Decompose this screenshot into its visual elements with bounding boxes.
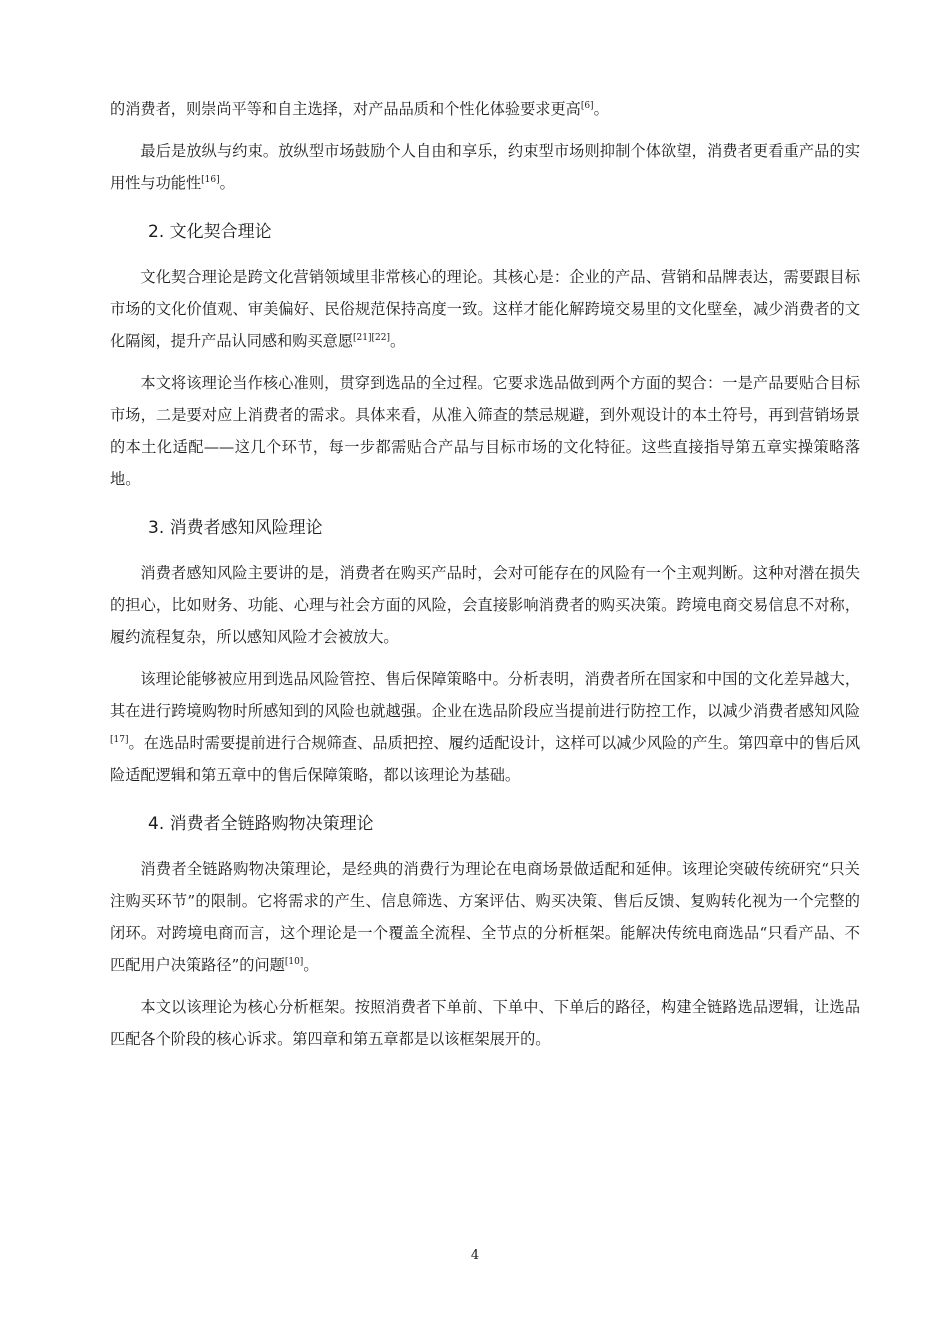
citation-ref: [21][22] <box>353 332 390 343</box>
paragraph-text: 。 <box>219 174 235 192</box>
citation-ref: [17] <box>110 734 129 745</box>
body-paragraph <box>110 93 860 125</box>
citation-ref: [16] <box>201 174 220 185</box>
paragraph-text: 本文将该理论当作核心准则，贯穿到选品的全过程。它要求选品做到两个方面的契合：一是产品要贴合目标市场，二是要对应上消费者的需求。具体来看，从准入筛查的禁忌规避，到外观设计的本土符号，再到营销场景的本土化适配——这几个环节，每一步都需贴合产品与目标市场的文化特征。这些直接指导第五章实操策略落地。 <box>110 374 860 488</box>
body-paragraph <box>110 663 860 791</box>
paragraph-text: 本文以该理论为核心分析框架。按照消费者下单前、下单中、下单后的路径，构建全链路选品逻辑，让选品匹配各个阶段的核心诉求。第四章和第五章都是以该框架展开的。 <box>110 998 860 1048</box>
section-heading: 2. 文化契合理论 <box>148 222 272 242</box>
section-heading: 4. 消费者全链路购物决策理论 <box>148 814 374 834</box>
body-paragraph <box>110 557 860 653</box>
paragraph-text: 。 <box>303 956 319 974</box>
section-heading: 3. 消费者感知风险理论 <box>148 518 323 538</box>
document-body <box>110 93 860 1065</box>
citation-ref: [6] <box>580 100 594 111</box>
paragraph-text: 消费者全链路购物决策理论，是经典的消费行为理论在电商场景做适配和延伸。该理论突破传统研究“只关注购买环节”的限制。它将需求的产生、信息筛选、方案评估、购买决策、售后反馈、复购转化视为一个完整的闭环。对跨境电商而言，这个理论是一个覆盖全流程、全节点的分析框架。能解决传统电商选品“只看产品、不匹配用户决策路径”的问题 <box>110 860 860 974</box>
paragraph-text: 消费者感知风险主要讲的是，消费者在购买产品时，会对可能存在的风险有一个主观判断。这种对潜在损失的担心，比如财务、功能、心理与社会方面的风险，会直接影响消费者的购买决策。跨境电商交易信息不对称，履约流程复杂，所以感知风险才会被放大。 <box>110 564 860 646</box>
body-paragraph <box>110 135 860 199</box>
paragraph-text: 。 <box>389 332 406 350</box>
paragraph-text: 最后是放纵与约束。放纵型市场鼓励个人自由和享乐，约束型市场则抑制个体欲望，消费者更看重产品的实用性与功能性 <box>110 142 860 192</box>
page-number: 4 <box>470 1248 480 1263</box>
citation-ref: [10] <box>284 956 304 967</box>
paragraph-text: 的消费者，则崇尚平等和自主选择，对产品品质和个性化体验要求更高 <box>110 100 581 118</box>
body-paragraph <box>110 261 860 357</box>
paragraph-text: 该理论能够被应用到选品风险管控、售后保障策略中。分析表明，消费者所在国家和中国的文化差异越大，其在进行跨境购物时所感知到的风险也就越强。企业在选品阶段应当提前进行防控工作，以减少消费者感知风险 <box>110 670 860 720</box>
paragraph-text: 文化契合理论是跨文化营销领域里非常核心的理论。其核心是：企业的产品、营销和品牌表达，需要跟目标市场的文化价值观、审美偏好、民俗规范保持高度一致。这样才能化解跨境交易里的文化壁垒，减少消费者的文化隔阂，提升产品认同感和购买意愿 <box>110 268 860 350</box>
body-paragraph <box>110 367 860 495</box>
paragraph-text: 。在选品时需要提前进行合规筛查、品质把控、履约适配设计，这样可以减少风险的产生。第四章中的售后风险适配逻辑和第五章中的售后保障策略，都以该理论为基础。 <box>110 734 860 784</box>
body-paragraph <box>110 991 860 1055</box>
body-paragraph <box>110 853 860 981</box>
paragraph-text: 。 <box>593 100 609 118</box>
